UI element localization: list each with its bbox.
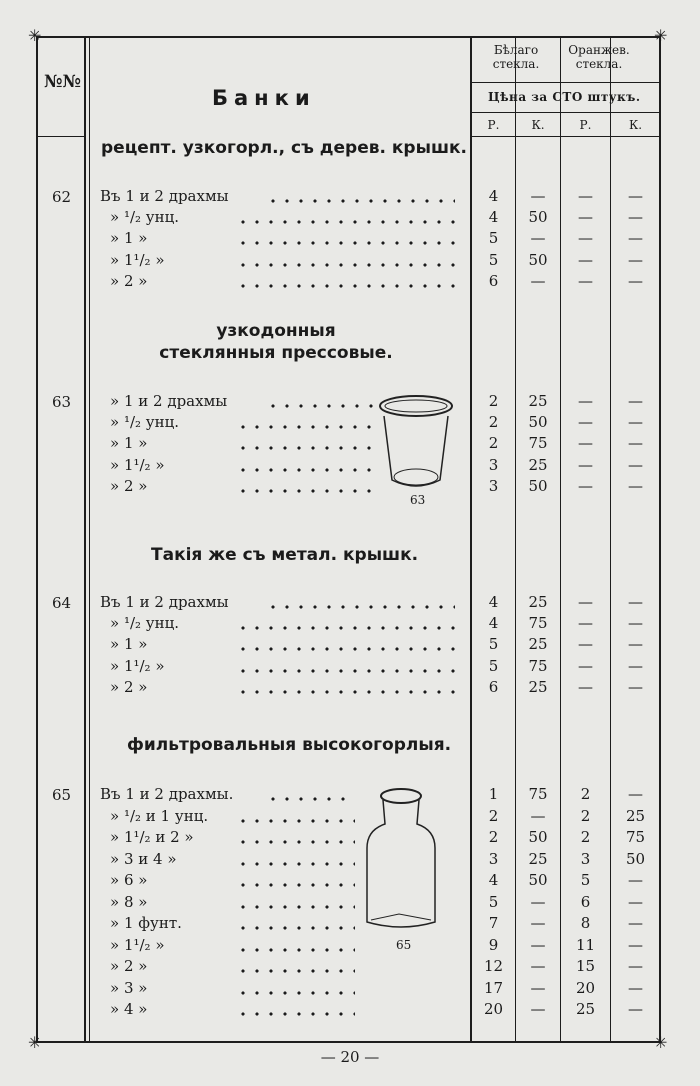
price-cell: —	[578, 208, 593, 227]
price-cell: —	[578, 229, 593, 248]
item-description: » ¹/₂ унц.	[110, 413, 180, 432]
price-cell: 2	[488, 413, 499, 432]
price-cell: —	[628, 914, 643, 932]
price-cell: 50	[528, 250, 548, 269]
orange-glass-header: Оранжев. стекла.	[568, 43, 630, 71]
leader-dots	[236, 425, 375, 429]
leader-dots	[236, 241, 455, 245]
price-note: Цѣна за СТО штукъ.	[488, 90, 641, 104]
column-rule	[84, 36, 86, 1043]
item-description: » 1¹/₂ »	[110, 250, 165, 269]
price-cell: —	[628, 187, 643, 205]
item-number: 63	[52, 393, 72, 411]
price-cell: 20	[575, 978, 596, 997]
price-cell: 25	[528, 392, 548, 410]
leader-dots	[236, 468, 375, 472]
price-cell: 6	[488, 271, 499, 290]
leader-dots	[236, 284, 455, 288]
price-cell: 2	[488, 434, 499, 453]
price-cell: 4	[488, 871, 499, 889]
price-cell: —	[628, 957, 643, 975]
item-description: » 1 »	[110, 434, 148, 453]
item-description: » 1 »	[110, 229, 148, 248]
item-description: » 2 »	[110, 476, 148, 495]
kop-header: К.	[531, 118, 545, 132]
price-cell: 25	[528, 677, 548, 696]
price-cell: 3	[488, 455, 499, 474]
price-cell: —	[628, 656, 643, 675]
price-cell: —	[530, 806, 546, 825]
item-description: » 4 »	[110, 1000, 148, 1018]
price-cell: 1	[488, 785, 499, 803]
price-cell: —	[628, 978, 643, 997]
price-cell: 17	[483, 978, 504, 997]
price-cell: —	[628, 593, 643, 611]
leader-dots	[236, 626, 455, 630]
price-cell: 2	[580, 785, 591, 803]
price-cell: 50	[528, 828, 548, 846]
price-cell: 25	[528, 455, 548, 474]
price-cell: 3	[580, 849, 591, 868]
kop-header: К.	[628, 118, 643, 132]
rub-header: Р.	[487, 118, 500, 132]
price-cell: 2	[580, 806, 591, 825]
page-title: Банки	[212, 86, 316, 110]
jar-63-illustration	[378, 392, 458, 492]
white-glass-header: Бѣлаго стекла.	[492, 43, 540, 71]
price-cell: 25	[575, 1000, 596, 1018]
price-cell: —	[628, 785, 643, 803]
item-description: » 1¹/₂ »	[110, 455, 165, 474]
price-cell: —	[578, 187, 593, 205]
leader-dots	[236, 948, 355, 952]
number-column-header: №№	[44, 72, 81, 92]
price-cell: —	[628, 935, 643, 954]
item-description: » 2 »	[110, 271, 148, 290]
item-description: » 1¹/₂ »	[110, 935, 165, 954]
page-number: — 20 —	[320, 1048, 380, 1066]
price-cell: —	[530, 187, 546, 205]
section-heading: рецепт. узкогорл., съ дерев. крышк.	[101, 138, 467, 158]
corner-ornament: ✳	[654, 26, 668, 45]
price-cell: 5	[488, 635, 499, 654]
item-description: » 1 и 2 драхмы	[110, 392, 228, 410]
figure-label: 63	[410, 493, 426, 507]
price-cell: 75	[625, 828, 646, 846]
price-cell: —	[628, 271, 643, 290]
price-cell: 75	[528, 785, 548, 803]
price-cell: —	[628, 614, 643, 633]
price-cell: 5	[488, 250, 499, 269]
price-cell: —	[578, 392, 593, 410]
price-cell: —	[530, 957, 546, 975]
header-rule	[472, 136, 660, 137]
item-description: » ¹/₂ унц.	[110, 614, 180, 633]
price-cell: —	[628, 871, 643, 889]
price-cell: —	[628, 1000, 643, 1018]
price-cell: 6	[580, 892, 591, 911]
price-cell: 4	[488, 208, 499, 227]
leader-dots	[236, 905, 355, 909]
price-cell: —	[628, 229, 643, 248]
price-cell: —	[530, 229, 546, 248]
price-cell: 8	[580, 914, 591, 932]
price-cell: —	[530, 1000, 546, 1018]
item-description: » 2 »	[110, 957, 148, 975]
price-cell: 4	[488, 614, 499, 633]
price-cell: —	[578, 250, 593, 269]
rub-header: Р.	[579, 118, 592, 132]
price-cell: 5	[488, 892, 499, 911]
leader-dots	[236, 926, 355, 930]
item-description: Въ 1 и 2 драхмы.	[100, 785, 234, 803]
bottle-65-illustration	[363, 786, 443, 934]
price-cell: 2	[488, 828, 499, 846]
item-description: » 3 »	[110, 978, 148, 997]
price-cell: —	[578, 455, 593, 474]
leader-dots	[236, 883, 355, 887]
item-description: » ¹/₂ и 1 унц.	[110, 806, 209, 825]
item-description: » 1 »	[110, 635, 148, 654]
price-cell: —	[628, 392, 643, 410]
price-cell: 25	[528, 593, 548, 611]
leader-dots	[266, 797, 355, 801]
leader-dots	[236, 862, 355, 866]
leader-dots	[236, 647, 455, 651]
price-cell: 75	[528, 614, 548, 633]
price-cell: —	[628, 413, 643, 432]
price-cell: 5	[580, 871, 591, 889]
price-cell: —	[628, 250, 643, 269]
item-number: 65	[52, 786, 72, 804]
price-cell: 12	[483, 957, 504, 975]
item-description: » 6 »	[110, 871, 148, 889]
header-rule	[472, 82, 660, 83]
price-cell: —	[628, 434, 643, 453]
leader-dots	[236, 819, 355, 823]
leader-dots	[266, 404, 375, 408]
column-rule	[89, 36, 90, 1043]
price-cell: —	[578, 635, 593, 654]
price-cell: 2	[488, 392, 499, 410]
price-cell: —	[530, 271, 546, 290]
price-cell: 2	[488, 806, 499, 825]
price-cell: 50	[528, 413, 548, 432]
price-cell: —	[578, 593, 593, 611]
item-description: » 1¹/₂ »	[110, 656, 165, 675]
leader-dots	[266, 605, 455, 609]
corner-ornament: ✳	[28, 26, 42, 45]
item-description: » 3 и 4 »	[110, 849, 177, 868]
item-description: » 8 »	[110, 892, 148, 911]
leader-dots	[236, 690, 455, 694]
price-cell: 20	[483, 1000, 504, 1018]
price-cell: 25	[528, 849, 548, 868]
leader-dots	[236, 840, 355, 844]
price-cell: 5	[488, 656, 499, 675]
item-description: » 1 фунт.	[110, 914, 182, 932]
item-number: 64	[52, 594, 72, 612]
price-cell: —	[628, 892, 643, 911]
price-cell: 2	[580, 828, 591, 846]
item-number: 62	[52, 188, 72, 206]
price-cell: —	[578, 434, 593, 453]
price-cell: 3	[488, 849, 499, 868]
item-description: » 2 »	[110, 677, 148, 696]
item-description: » 1¹/₂ и 2 »	[110, 828, 194, 846]
price-cell: —	[530, 978, 546, 997]
price-cell: —	[530, 935, 546, 954]
leader-dots	[236, 669, 455, 673]
price-cell: —	[628, 677, 643, 696]
price-cell: —	[578, 271, 593, 290]
price-cell: 7	[488, 914, 499, 932]
item-description: » ¹/₂ унц.	[110, 208, 180, 227]
price-cell: 25	[528, 635, 548, 654]
leader-dots	[236, 489, 375, 493]
price-cell: —	[578, 614, 593, 633]
section-heading: узкодонныя стеклянныя прессовые.	[159, 321, 393, 363]
leader-dots	[236, 220, 455, 224]
header-rule	[472, 112, 660, 113]
leader-dots	[266, 199, 455, 203]
price-cell: 4	[488, 187, 499, 205]
price-cell: 50	[528, 208, 548, 227]
leader-dots	[236, 1012, 355, 1016]
price-cell: —	[628, 208, 643, 227]
leader-dots	[236, 991, 355, 995]
price-cell: —	[628, 476, 643, 495]
leader-dots	[236, 263, 455, 267]
price-cell: 15	[575, 957, 596, 975]
corner-ornament: ✳	[28, 1033, 42, 1052]
header-rule	[37, 136, 84, 137]
price-cell: —	[628, 455, 643, 474]
price-cell: 11	[575, 935, 596, 954]
figure-label: 65	[396, 938, 412, 952]
item-description: Въ 1 и 2 драхмы	[100, 187, 229, 205]
price-cell: —	[578, 656, 593, 675]
price-cell: 6	[488, 677, 499, 696]
price-cell: 75	[528, 656, 548, 675]
price-cell: 9	[488, 935, 499, 954]
item-description: Въ 1 и 2 драхмы	[100, 593, 229, 611]
price-cell: —	[530, 914, 546, 932]
price-cell: 25	[625, 806, 646, 825]
leader-dots	[236, 969, 355, 973]
price-cell: 5	[488, 229, 499, 248]
price-cell: —	[578, 413, 593, 432]
price-cell: —	[628, 635, 643, 654]
price-cell: 4	[488, 593, 499, 611]
section-heading: фильтровальныя высокогорлыя.	[127, 735, 452, 755]
price-cell: 50	[528, 871, 548, 889]
price-cell: 50	[528, 476, 548, 495]
section-heading: Такія же съ метал. крышк.	[151, 545, 419, 565]
price-cell: 50	[625, 849, 646, 868]
price-cell: —	[578, 677, 593, 696]
price-cell: —	[578, 476, 593, 495]
price-cell: 3	[488, 476, 499, 495]
price-cell: 75	[528, 434, 548, 453]
price-cell: —	[530, 892, 546, 911]
corner-ornament: ✳	[654, 1033, 668, 1052]
leader-dots	[236, 446, 375, 450]
